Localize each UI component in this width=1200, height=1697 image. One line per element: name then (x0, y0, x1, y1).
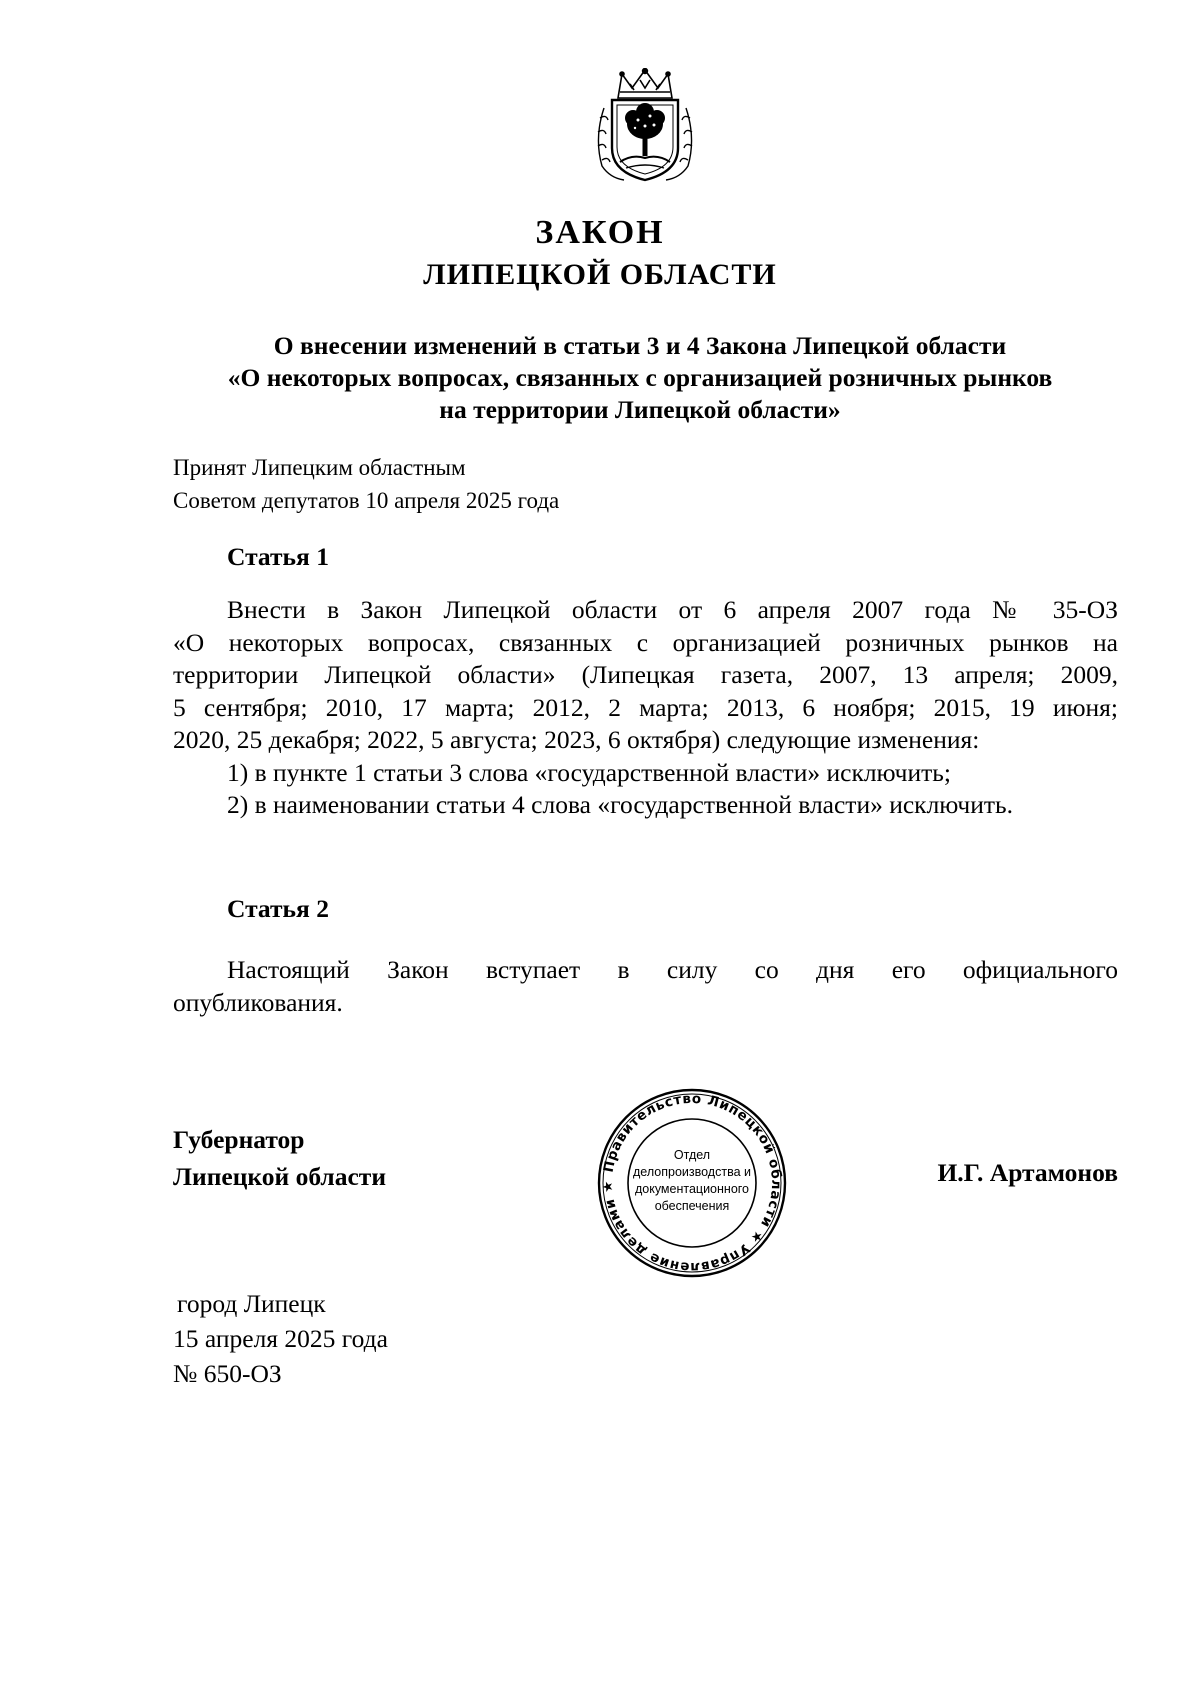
document-footer (173, 1286, 388, 1391)
subject-line: «О некоторых вопросах, связанных с организацией розничных рынков (227, 363, 1053, 392)
seal-ring-text: Правительство Липецкой области ★ Управление делами ★ (599, 1090, 785, 1276)
seal-center-line: Отдел (673, 1148, 711, 1162)
paragraph-line: «О некоторых вопросах, связанных с организацией розничных рынков на (173, 627, 1118, 657)
subject-line: на территории Липецкой области» (439, 395, 841, 424)
amendment-item: 2) в наименовании статьи 4 слова «государственной власти» исключить. (227, 790, 1013, 819)
seal-center-line: обеспечения (654, 1199, 730, 1213)
law-number: № 650-ОЗ (173, 1359, 282, 1388)
signatory-position (173, 1121, 386, 1195)
paragraph-line: опубликования. (173, 987, 343, 1017)
place-of-signing: город Липецк (177, 1289, 326, 1318)
lipetsk-coat-of-arms-icon (590, 68, 700, 186)
paragraph-line: территории Липецкой области» (Липецкая газета, 2007, 13 апреля; 2009, (173, 660, 1118, 689)
position-line: Губернатор (173, 1125, 305, 1154)
amendment-item: 1) в пункте 1 статьи 3 слова «государственной власти» исключить; (227, 757, 951, 787)
seal-center-line: делопроизводства и (633, 1165, 751, 1179)
article-1-text (173, 594, 1118, 822)
adoption-note (173, 451, 559, 517)
signatory-name: И.Г. Артамонов (937, 1158, 1118, 1187)
subject-line: О внесении изменений в статьи 3 и 4 Закона Липецкой области (273, 331, 1007, 360)
official-seal-stamp (594, 1085, 790, 1281)
position-line: Липецкой области (173, 1162, 387, 1191)
seal-center-line: документационного (634, 1182, 750, 1196)
adoption-line: Принят Липецким областным (173, 455, 466, 480)
paragraph-line: Внести в Закон Липецкой области от 6 апреля 2007 года № 35-ОЗ (227, 595, 1118, 624)
paragraph-line: 5 сентября; 2010, 17 марта; 2012, 2 марта; 2013, 6 ноября; 2015, 19 июня; (173, 692, 1118, 722)
article-1-heading: Статья 1 (227, 542, 329, 571)
article-2-heading: Статья 2 (227, 894, 329, 923)
law-subject-title (160, 330, 1120, 426)
paragraph-line: 2020, 25 декабря; 2022, 5 августа; 2023, 6 октября) следующие изменения: (173, 725, 980, 754)
issuer-title: ЛИПЕЦКОЙ ОБЛАСТИ (423, 258, 777, 291)
paragraph-line: Настоящий Закон вступает в силу со дня его официального (227, 955, 1118, 984)
article-2-text (173, 954, 1118, 1019)
adoption-line: Советом депутатов 10 апреля 2025 года (173, 488, 560, 513)
document-type-title: ЗАКОН (535, 214, 665, 251)
signing-date: 15 апреля 2025 года (173, 1324, 388, 1353)
